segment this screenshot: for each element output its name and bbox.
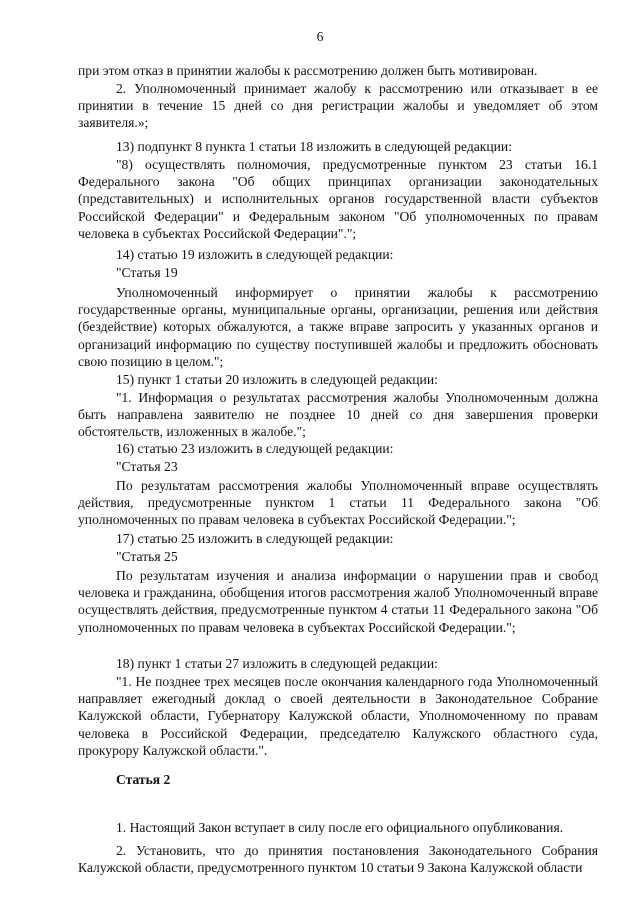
article-heading: Статья 2 (116, 772, 171, 787)
paragraph: 2. Установить, что до принятия постановления Законодательного Собрания Калужской области, предусмотренного пунктом 10 статьи 9 Закона Калужской области (78, 843, 598, 876)
paragraph: "1. Не позднее трех месяцев после окончания календарного года Уполномоченный направляет ежегодный доклад о своей деятельности в Законодательное Собрание Калужской области, Губернатору Калужской области, Уполномоченному по правам человека в Российской Федерации, председателю Калужского областного суда, прокурору Калужской области.". (78, 674, 598, 758)
paragraph: "1. Информация о результатах рассмотрения жалобы Уполномоченным должна быть направлена заявителю не позднее 10 дней со дня завершения проверки обстоятельств, изложенных в жалобе."; (78, 390, 598, 440)
paragraph: 2. Уполномоченный принимает жалобу к рассмотрению или отказывает в ее принятии в течение 15 дней со дня регистрации жалобы и уведомляет об этом заявителя.»; (78, 81, 598, 131)
paragraph: "Статья 25 (116, 549, 178, 564)
paragraph: 14) статью 19 изложить в следующей редакции: (116, 247, 394, 262)
paragraph: "Статья 23 (116, 459, 178, 474)
paragraph: при этом отказ в принятии жалобы к рассмотрению должен быть мотивирован. (78, 63, 538, 78)
paragraph: "Статья 19 (116, 265, 178, 280)
paragraph: 1. Настоящий Закон вступает в силу после его официального опубликования. (116, 820, 564, 835)
paragraph: "8) осуществлять полномочия, предусмотренные пунктом 23 статьи 16.1 Федерального закона "Об общих принципах организации законодательных (представительных) и исполнительных органов государственной власти субъектов Российской Федерации" и Федеральным законом "Об уполномоченных по правам человека в субъектах Российской Федерации"."; (78, 157, 598, 241)
paragraph: 13) подпункт 8 пункта 1 статьи 18 изложить в следующей редакции: (116, 139, 512, 154)
paragraph: По результатам рассмотрения жалобы Уполномоченный вправе осуществлять действия, предусмотренные пунктом 1 статьи 11 Федерального закона "Об уполномоченных по правам человека в субъектах Российской Федерации."; (78, 478, 598, 528)
page-number: 6 (316, 29, 324, 44)
paragraph: 15) пункт 1 статьи 20 изложить в следующей редакции: (116, 372, 438, 387)
paragraph: 18) пункт 1 статьи 27 изложить в следующей редакции: (116, 656, 438, 671)
paragraph: По результатам изучения и анализа информации о нарушении прав и свобод человека и гражданина, обобщения итогов рассмотрения жалоб Уполномоченный вправе осуществлять действия, предусмотренные пунктом 4 статьи 11 Федерального закона "Об уполномоченных по правам человека в субъектах Российской Федерации."; (78, 568, 598, 635)
paragraph: Уполномоченный информирует о принятии жалобы к рассмотрению государственные органы, муниципальные органы, организации, решения или действия (бездействие) которых обжалуются, а также вправе запросить у указанных органов и организаций информацию по существу поступившей жалобы и предложить обосновать свою позицию в целом."; (78, 285, 598, 369)
paragraph: 17) статью 25 изложить в следующей редакции: (116, 531, 394, 546)
paragraph: 16) статью 23 изложить в следующей редакции: (116, 441, 394, 456)
